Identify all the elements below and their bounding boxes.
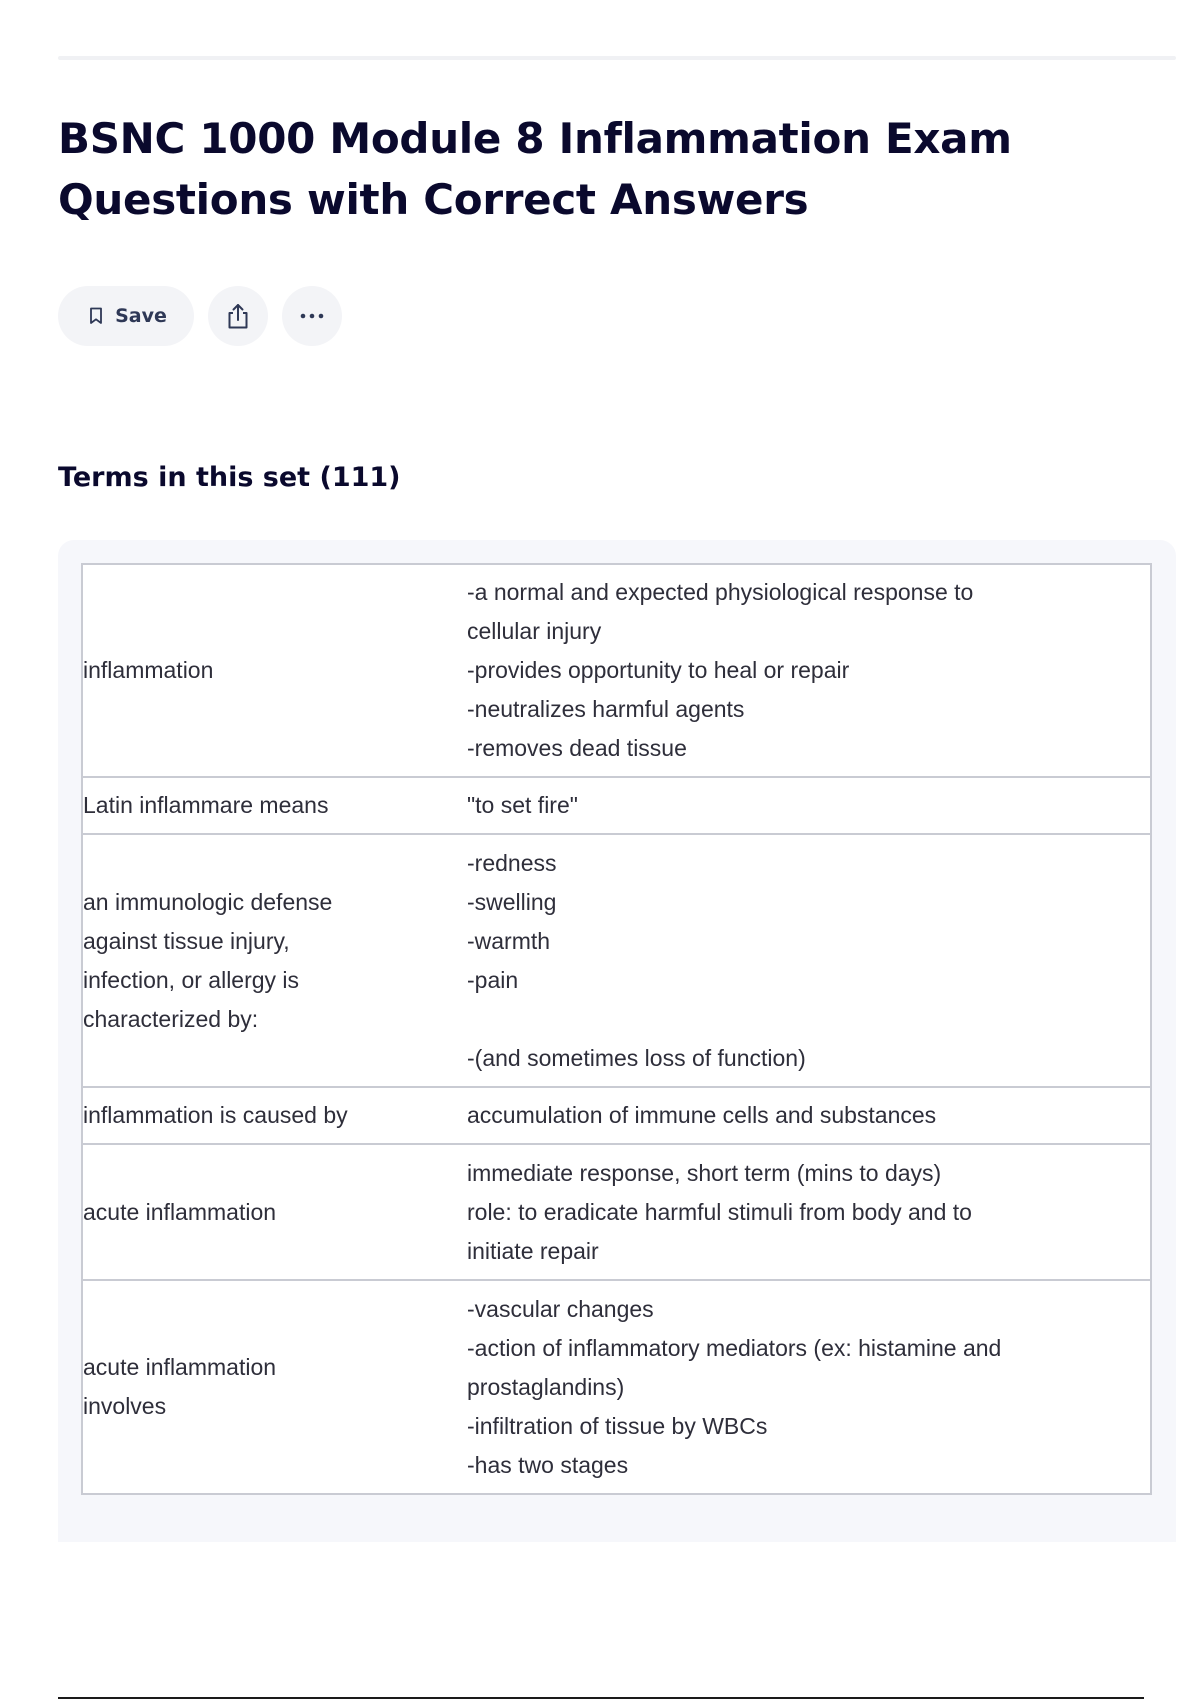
definition-text: "to set fire" <box>467 792 578 818</box>
term-text: characterized by: <box>83 1005 259 1032</box>
term-row <box>82 1280 1151 1494</box>
term-text: acute inflammation <box>83 1354 277 1380</box>
term-text: infection, or allergy is <box>83 966 300 993</box>
term-cell <box>82 777 421 834</box>
terms-heading: Terms in this set (111) <box>58 462 401 493</box>
term-text: Latin inflammare means <box>83 792 329 818</box>
term-row <box>82 564 1151 777</box>
definition-text <box>467 1000 1130 1039</box>
definition-text: -(and sometimes loss of function) <box>467 1044 806 1071</box>
definition-cell <box>421 1280 1151 1494</box>
term-cell <box>82 564 421 777</box>
definition-cell <box>421 564 1151 777</box>
definition-text: accumulation of immune cells and substances <box>467 1102 937 1128</box>
definition-text: -swelling <box>467 888 557 915</box>
definition-text: initiate repair <box>467 1237 599 1264</box>
definition-text: -infiltration of tissue by WBCs <box>467 1412 768 1439</box>
save-button-label: Save <box>115 305 167 327</box>
term-text: involves <box>83 1393 167 1419</box>
top-divider <box>58 56 1176 60</box>
page-title <box>58 108 1058 230</box>
bottom-divider <box>58 1697 1144 1699</box>
definition-text: -provides opportunity to heal or repair <box>467 657 850 683</box>
definition-text: cellular injury <box>467 618 602 644</box>
definition-text: role: to eradicate harmful stimuli from body and to <box>467 1198 972 1225</box>
definition-cell <box>421 1087 1151 1144</box>
definition-cell <box>421 777 1151 834</box>
definition-text: -neutralizes harmful agents <box>467 696 745 722</box>
terms-panel <box>58 540 1176 1542</box>
more-options-button[interactable] <box>282 286 342 346</box>
save-button[interactable] <box>58 286 194 346</box>
definition-text: -has two stages <box>467 1451 629 1478</box>
definition-text: -a normal and expected physiological response to <box>467 579 974 605</box>
definition-cell <box>421 1144 1151 1280</box>
term-text: inflammation is caused by <box>83 1102 348 1128</box>
terms-table <box>81 563 1152 1495</box>
definition-text: -redness <box>467 849 557 876</box>
action-bar <box>58 286 342 346</box>
definition-text: -removes dead tissue <box>467 735 687 761</box>
term-row <box>82 834 1151 1087</box>
share-icon <box>225 302 251 330</box>
page-title-line-1: BSNC 1000 Module 8 Inflammation Exam <box>58 114 1012 163</box>
definition-text: -pain <box>467 966 519 993</box>
term-text: an immunologic defense <box>83 888 333 915</box>
bookmark-icon <box>89 307 103 325</box>
term-row <box>82 1087 1151 1144</box>
term-cell <box>82 1144 421 1280</box>
definition-cell <box>421 834 1151 1087</box>
definition-text: -vascular changes <box>467 1295 654 1322</box>
term-text: acute inflammation <box>83 1198 277 1225</box>
terms-table-body <box>82 564 1151 1494</box>
definition-text: -warmth <box>467 927 551 954</box>
term-cell <box>82 834 421 1087</box>
term-row <box>82 777 1151 834</box>
term-cell <box>82 1087 421 1144</box>
more-options-icon <box>298 312 326 320</box>
term-cell <box>82 1280 421 1494</box>
page-title-line-2: Questions with Correct Answers <box>58 175 809 224</box>
share-button[interactable] <box>208 286 268 346</box>
definition-text: -action of inflammatory mediators (ex: histamine and <box>467 1334 1002 1361</box>
definition-text: immediate response, short term (mins to days) <box>467 1159 942 1186</box>
definition-text: prostaglandins) <box>467 1373 625 1400</box>
term-text: inflammation <box>83 657 214 683</box>
term-row <box>82 1144 1151 1280</box>
term-text: against tissue injury, <box>83 927 290 954</box>
